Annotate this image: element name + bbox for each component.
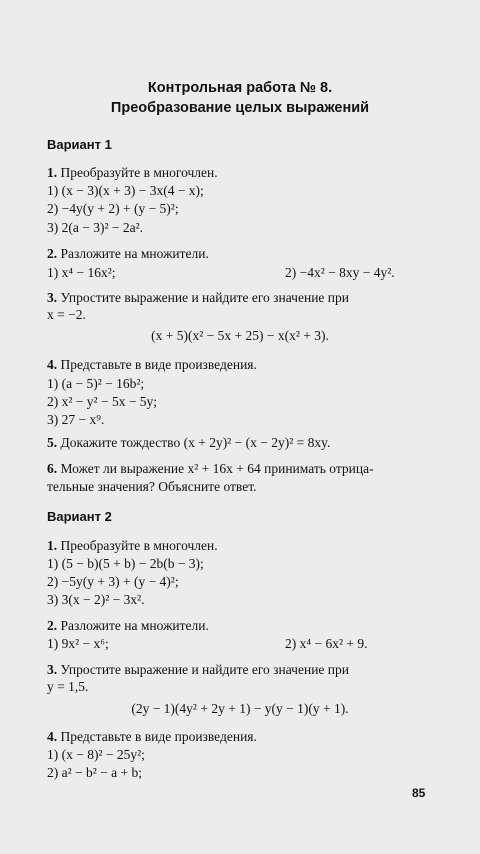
task-number: 2. bbox=[47, 246, 58, 261]
variant-2-heading: Вариант 2 bbox=[47, 509, 112, 524]
v2-task-2-item-1: 1) 9x² − x⁶; bbox=[47, 636, 109, 651]
task-text: Разложите на множители. bbox=[60, 246, 209, 261]
v2-task-2-items bbox=[47, 635, 368, 652]
page-subtitle: Преобразование целых выражений bbox=[110, 100, 370, 116]
task-number: 3. bbox=[47, 662, 58, 677]
v1-task-2-item-1: 1) x⁴ − 16x²; bbox=[47, 265, 116, 280]
v2-task-1 bbox=[47, 537, 218, 554]
task-text: Упростите выражение и найдите его значение при bbox=[60, 290, 349, 305]
task-number: 6. bbox=[47, 461, 58, 476]
task-text: Докажите тождество (x + 2y)² − (x − 2y)² = 8xy. bbox=[60, 435, 331, 450]
v2-task-4 bbox=[47, 728, 257, 745]
task-number: 4. bbox=[47, 729, 58, 744]
v2-task-3-cont: y = 1,5. bbox=[47, 679, 89, 694]
v2-task-4-item-2: 2) a² − b² − a + b; bbox=[47, 765, 143, 780]
v2-task-3 bbox=[47, 661, 349, 678]
page-title: Контрольная работа № 8. bbox=[147, 80, 333, 96]
task-text: Представьте в виде произведения. bbox=[60, 357, 257, 372]
task-number: 2. bbox=[47, 618, 58, 633]
v1-task-2-items bbox=[47, 264, 395, 281]
task-text: Может ли выражение x² + 16x + 64 принимать отрица- bbox=[60, 461, 374, 476]
v2-task-2-item-2: 2) x⁴ − 6x² + 9. bbox=[285, 636, 368, 651]
v1-task-1-item-1: 1) (x − 3)(x + 3) − 3x(4 − x); bbox=[47, 183, 204, 198]
v2-task-2 bbox=[47, 617, 209, 634]
v2-task-1-item-3: 3) 3(x − 2)² − 3x². bbox=[47, 592, 145, 607]
v1-task-3-cont: x = −2. bbox=[47, 307, 86, 322]
v1-task-1-item-3: 3) 2(a − 3)² − 2a². bbox=[47, 220, 144, 235]
v1-task-4-item-3: 3) 27 − x⁹. bbox=[47, 412, 105, 427]
v1-task-5 bbox=[47, 434, 330, 451]
task-number: 1. bbox=[47, 538, 58, 553]
task-number: 3. bbox=[47, 290, 58, 305]
v1-task-4-item-2: 2) x² − y² − 5x − 5y; bbox=[47, 394, 158, 409]
v1-task-6-cont: тельные значения? Объясните ответ. bbox=[47, 479, 257, 494]
v2-task-1-item-2: 2) −5y(y + 3) + (y − 4)²; bbox=[47, 574, 179, 589]
task-number: 1. bbox=[47, 165, 58, 180]
v1-task-4-item-1: 1) (a − 5)² − 16b²; bbox=[47, 376, 145, 391]
task-text: Разложите на множители. bbox=[60, 618, 209, 633]
task-text: Преобразуйте в многочлен. bbox=[60, 165, 218, 180]
v2-task-1-item-1: 1) (5 − b)(5 + b) − 2b(b − 3); bbox=[47, 556, 204, 571]
v1-task-1-item-2: 2) −4y(y + 2) + (y − 5)²; bbox=[47, 201, 179, 216]
v2-task-3-expression: (2y − 1)(4y² + 2y + 1) − y(y − 1)(y + 1). bbox=[131, 701, 349, 716]
v1-task-4 bbox=[47, 356, 257, 373]
v1-task-2-item-2: 2) −4x² − 8xy − 4y². bbox=[285, 265, 395, 280]
variant-1-heading: Вариант 1 bbox=[47, 137, 112, 152]
task-text: Упростите выражение и найдите его значение при bbox=[60, 662, 349, 677]
v1-task-2 bbox=[47, 245, 209, 262]
v2-task-4-item-1: 1) (x − 8)² − 25y²; bbox=[47, 747, 145, 762]
v1-task-3-expression: (x + 5)(x² − 5x + 25) − x(x² + 3). bbox=[151, 328, 329, 343]
v1-task-1 bbox=[47, 164, 218, 181]
task-text: Преобразуйте в многочлен. bbox=[60, 538, 218, 553]
v1-task-6 bbox=[47, 460, 374, 477]
task-text: Представьте в виде произведения. bbox=[60, 729, 257, 744]
page-number: 85 bbox=[412, 786, 426, 800]
v1-task-3 bbox=[47, 289, 349, 306]
task-number: 5. bbox=[47, 435, 58, 450]
task-number: 4. bbox=[47, 357, 58, 372]
